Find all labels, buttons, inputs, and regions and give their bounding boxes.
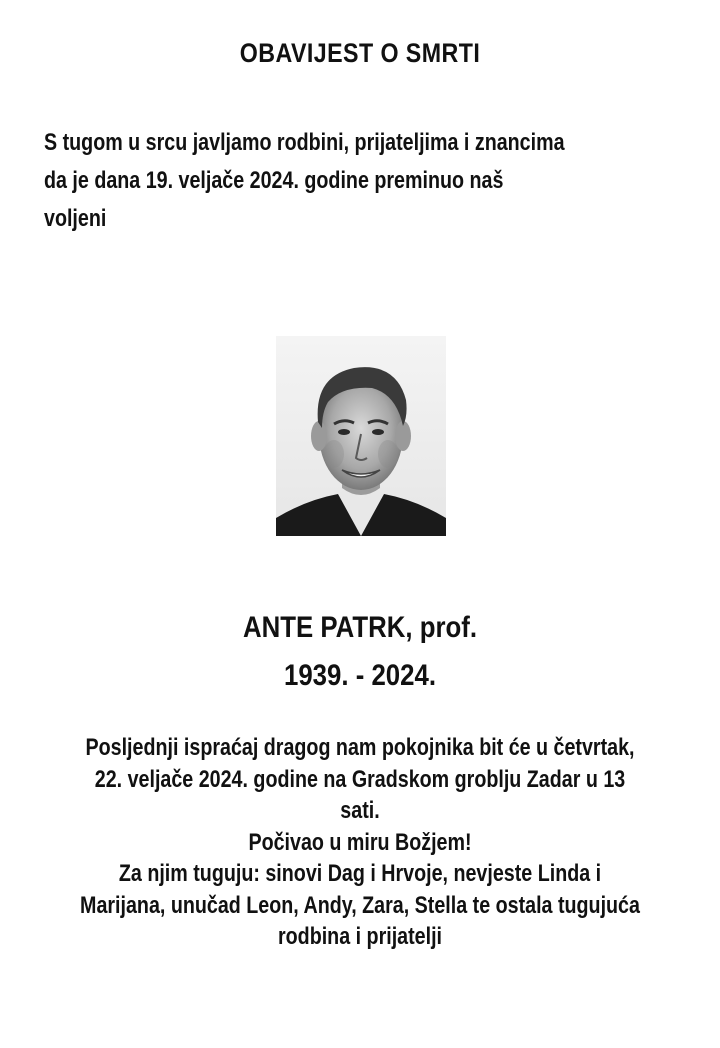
details-line: sati. — [340, 797, 380, 824]
intro-line: da je dana 19. veljače 2024. godine preminuo naš — [44, 167, 504, 194]
intro-paragraph — [44, 124, 618, 238]
details-line: Marijana, unučad Leon, Andy, Zara, Stella te ostala tugujuća — [80, 891, 640, 919]
deceased-portrait-photo — [276, 336, 446, 536]
intro-line: S tugom u srcu javljamo rodbini, prijateljima i znancima — [44, 129, 565, 156]
deceased-name: ANTE PATRK, prof. — [242, 611, 478, 644]
notice-title: OBAVIJEST O SMRTI — [239, 38, 481, 68]
details-line: Počivao u miru Božjem! — [248, 828, 472, 856]
intro-line: voljeni — [44, 205, 107, 232]
details-line: Posljednji ispraćaj dragog nam pokojnika bit će u četvrtak, — [85, 734, 635, 761]
details-line: 22. veljače 2024. godine na Gradskom groblju Zadar u 13 — [94, 765, 626, 793]
portrait-icon — [276, 336, 446, 536]
details-line: rodbina i prijatelji — [277, 923, 443, 950]
funeral-details — [65, 732, 655, 953]
deceased-name-block — [50, 604, 669, 700]
details-line: Za njim tuguju: sinovi Dag i Hrvoje, nevjeste Linda i — [118, 860, 602, 887]
life-years: 1939. - 2024. — [283, 659, 437, 692]
